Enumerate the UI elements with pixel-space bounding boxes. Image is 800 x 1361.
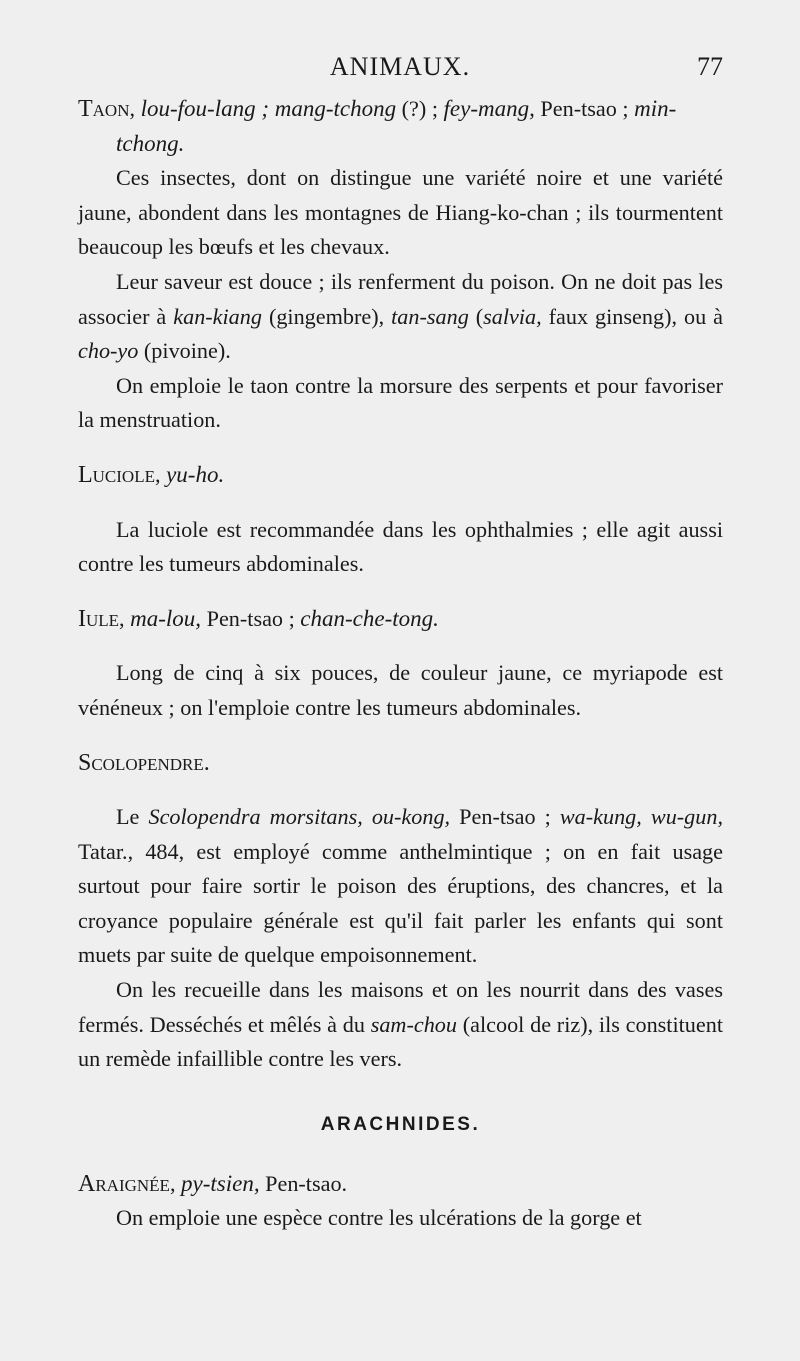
entry-title-scolopendre: [78, 746, 723, 781]
page-number: 77: [697, 52, 723, 81]
text-run: Tatar., 484, est employé comme anthelmintique ; on en fait usage surtout pour faire sortir le poison des éruptions, des chancres, et la croyance populaire générale est qu'il fait parler les enfants qui sont muets par suite de quelque empoisonnement.: [78, 838, 723, 968]
paragraph-scolopendre-1: [78, 800, 723, 973]
chinese-name-min-tchong: min-tchong.: [116, 96, 677, 156]
entry-head-araignee: Araignée: [78, 1170, 170, 1197]
entry-title-iule: [78, 602, 723, 637]
separator: ,: [169, 1170, 182, 1196]
text-run: Le: [116, 804, 149, 830]
source-pen-tsao: Pen-tsao ;: [201, 605, 301, 631]
body-text: [78, 92, 723, 1236]
entry-head-iule: Iule: [78, 605, 120, 632]
chinese-name-py-tsien: py-tsien,: [181, 1170, 260, 1196]
running-head: [0, 52, 800, 92]
entry-head-luciole: Luciole: [78, 461, 155, 488]
chinese-name-chan-che-tong: chan-che-tong.: [300, 605, 439, 631]
term-sam-chou: sam-chou: [370, 1011, 457, 1037]
text-run: faux ginseng), ou à: [541, 303, 723, 329]
term-salvia: salvia,: [483, 303, 542, 329]
paragraph-scolopendre-2: [78, 973, 723, 1077]
text-run: Leur saveur est douce ; ils renferment du poison. On ne doit pas les associer à: [78, 268, 723, 329]
term-cho-yo: cho-yo: [78, 338, 139, 364]
term-tan-sang: tan-sang: [391, 303, 469, 329]
separator: ,: [154, 461, 167, 487]
text-run: (alcool de riz), ils constituent un remède infaillible contre les vers.: [78, 1011, 723, 1072]
entry-head-scolopendre: Scolopendre.: [78, 749, 210, 776]
source-pen-tsao: Pen-tsao ;: [534, 96, 629, 121]
chinese-name-yu-ho: yu-ho.: [166, 461, 225, 487]
paragraph-taon-3: On emploie le taon contre la morsure des serpents et pour favoriser la menstruation.: [78, 372, 723, 433]
term-ou-kong: ou-kong,: [371, 804, 451, 830]
text-run: Pen-tsao ;: [450, 804, 560, 830]
term-wa-kung: wa-kung,: [559, 804, 642, 830]
entry-title-taon: [78, 92, 723, 161]
entry-title-luciole: [78, 458, 723, 493]
separator: ,: [129, 96, 141, 121]
separator: ,: [119, 605, 131, 631]
text-run: [363, 804, 372, 829]
chinese-names-taon: lou-fou-lang ; mang-tchong: [140, 96, 397, 121]
text-run: On les recueille dans les maisons et on les nourrit dans des vases fermés. Desséchés et mêlés à du: [78, 977, 723, 1037]
source-pen-tsao: Pen-tsao.: [259, 1170, 348, 1196]
entry-head-taon: Taon: [78, 96, 130, 122]
term-wu-gun: wu-gun,: [650, 804, 723, 830]
section-heading-arachnides: ARACHNIDES.: [320, 1113, 481, 1135]
entry-title-araignee: [78, 1167, 723, 1202]
paragraph-taon-1: Ces insectes, dont on distingue une variété noire et une variété jaune, abondent dans les montagnes de Hiang-ko-chan ; ils tourmentent beaucoup les bœufs et les chevaux.: [78, 165, 723, 260]
term-kan-kiang: kan-kiang: [173, 303, 262, 329]
text-run: [642, 804, 651, 829]
paragraph-luciole-1: La luciole est recommandée dans les ophthalmies ; elle agit aussi contre les tumeurs abdominales.: [78, 516, 723, 577]
text-run: (gingembre),: [261, 303, 392, 329]
chinese-name-ma-lou: ma-lou,: [130, 605, 202, 631]
chinese-name-fey-mang: fey-mang,: [443, 96, 535, 121]
query-mark: (?) ;: [396, 96, 444, 121]
term-scolopendra: Scolopendra morsitans,: [148, 804, 363, 830]
paragraph-iule-1: Long de cinq à six pouces, de couleur jaune, ce myriapode est vénéneux ; on l'emploie contre les tumeurs abdominales.: [78, 660, 723, 720]
text-run: (pivoine).: [138, 338, 231, 364]
text-run: (: [468, 303, 484, 329]
paragraph-araignee-1: On emploie une espèce contre les ulcérations de la gorge et: [116, 1205, 642, 1231]
paragraph-taon-2: [78, 265, 723, 369]
running-title: ANIMAUX.: [329, 52, 471, 81]
